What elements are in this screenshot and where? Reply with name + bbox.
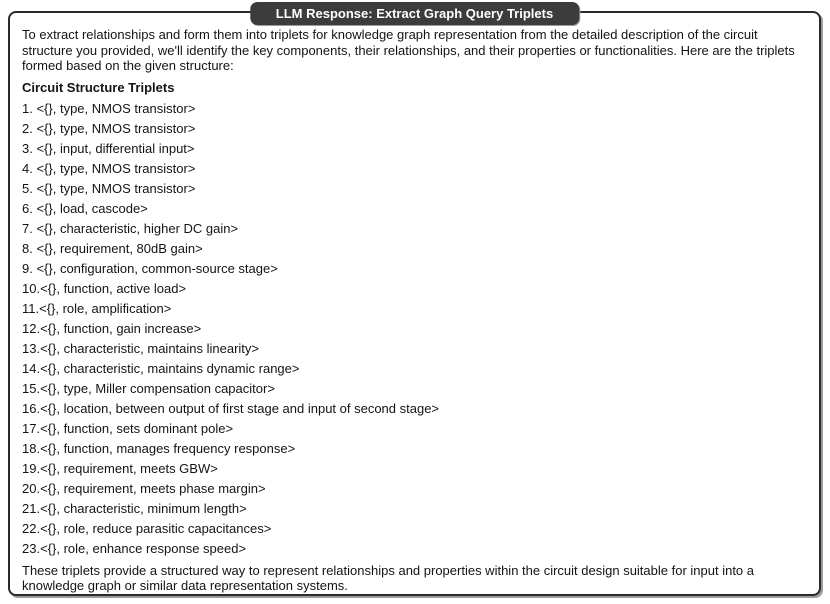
triplet-item: 10.<{}, function, active load> — [22, 280, 187, 296]
section-heading: Circuit Structure Triplets — [22, 79, 175, 95]
triplet-item: 15.<{}, type, Miller compensation capacitor> — [22, 380, 275, 396]
triplet-item: 22.<{}, role, reduce parasitic capacitances> — [22, 520, 272, 536]
outro-paragraph: These triplets provide a structured way to represent relationships and properties within the circuit design suitable for input into a knowledge graph or similar data representation systems. — [22, 562, 754, 593]
triplet-item: 21.<{}, characteristic, minimum length> — [22, 500, 247, 516]
intro-paragraph: To extract relationships and form them into triplets for knowledge graph representation from the detailed description of the circuit structure you provided, we'll identify the key components, their relationships, and their properties or functionalities. Here are the triplets formed based on the given structure: — [22, 27, 795, 73]
triplet-item: 7. <{}, characteristic, higher DC gain> — [22, 220, 239, 236]
triplet-item: 6. <{}, load, cascode> — [22, 200, 148, 216]
triplet-item: 18.<{}, function, manages frequency response> — [22, 440, 296, 456]
triplet-item: 17.<{}, function, sets dominant pole> — [22, 420, 234, 436]
triplet-item: 19.<{}, requirement, meets GBW> — [22, 460, 218, 476]
triplet-item: 2. <{}, type, NMOS transistor> — [22, 120, 196, 136]
triplet-item: 8. <{}, requirement, 80dB gain> — [22, 240, 203, 256]
triplet-item: 20.<{}, requirement, meets phase margin> — [22, 480, 266, 496]
triplet-item: 14.<{}, characteristic, maintains dynamic range> — [22, 360, 300, 376]
panel-content — [10, 13, 819, 604]
triplet-item: 5. <{}, type, NMOS transistor> — [22, 180, 196, 196]
triplet-item: 12.<{}, function, gain increase> — [22, 320, 202, 336]
triplet-item: 1. <{}, type, NMOS transistor> — [22, 100, 196, 116]
triplet-item: 4. <{}, type, NMOS transistor> — [22, 160, 196, 176]
triplet-item: 11.<{}, role, amplification> — [22, 300, 172, 316]
llm-response-panel — [8, 6, 821, 596]
triplet-list — [22, 99, 807, 559]
triplet-item: 13.<{}, characteristic, maintains linearity> — [22, 340, 260, 356]
triplet-item: 9. <{}, configuration, common-source stage> — [22, 260, 278, 276]
triplet-item: 16.<{}, location, between output of first stage and input of second stage> — [22, 400, 440, 416]
panel-title-tab: LLM Response: Extract Graph Query Triplets — [250, 2, 579, 25]
triplet-item: 3. <{}, input, differential input> — [22, 140, 195, 156]
triplet-item: 23.<{}, role, enhance response speed> — [22, 540, 247, 556]
